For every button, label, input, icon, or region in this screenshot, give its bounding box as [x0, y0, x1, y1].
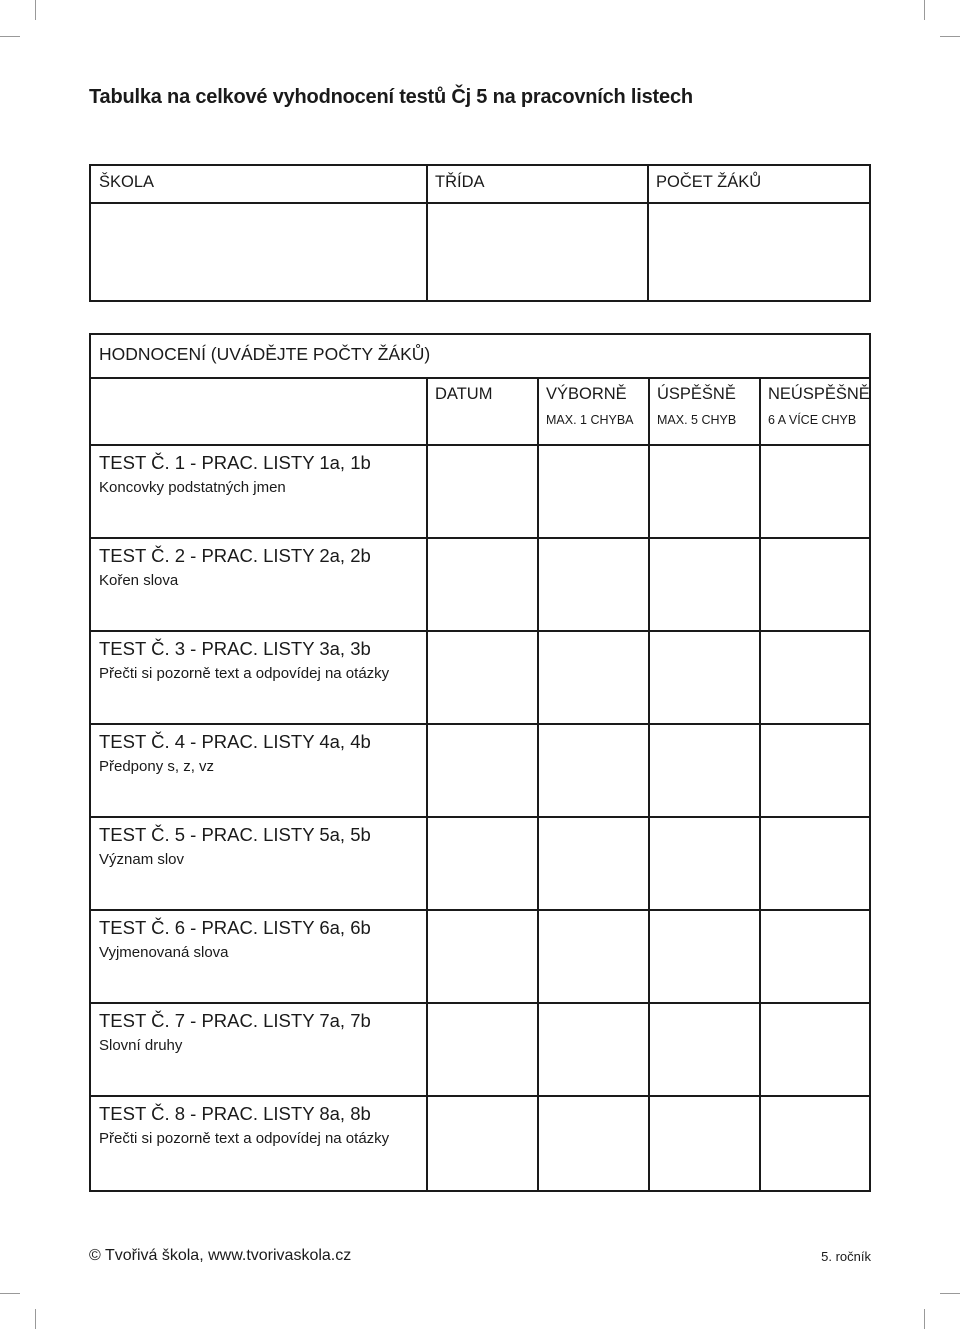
column-sub-unsuccessful: 6 A VÍCE CHYB [768, 413, 857, 427]
divider [647, 166, 649, 300]
crop-mark [0, 36, 20, 37]
column-header-unsuccessful: NEÚSPĚŠNĚ [768, 385, 870, 403]
crop-mark [924, 0, 925, 20]
column-sub-excellent: MAX. 1 CHYBA [546, 413, 634, 427]
test-name: TEST Č. 1 - PRAC. LISTY 1a, 1b [99, 452, 371, 473]
table-row [99, 731, 371, 775]
column-sub-successful: MAX. 5 CHYB [657, 413, 737, 427]
table-row [99, 1010, 371, 1054]
footer-grade: 5. ročník [821, 1249, 871, 1264]
test-topic: Slovní druhy [99, 1037, 183, 1054]
crop-mark [35, 0, 36, 20]
test-name: TEST Č. 3 - PRAC. LISTY 3a, 3b [99, 638, 371, 659]
footer-copyright: © Tvořivá škola, www.tvorivaskola.cz [89, 1247, 352, 1264]
row-divider [91, 1002, 869, 1004]
crop-mark [924, 1309, 925, 1329]
row-divider [91, 630, 869, 632]
crop-mark [0, 1293, 20, 1294]
school-label: ŠKOLA [99, 173, 155, 191]
test-topic: Kořen slova [99, 572, 179, 589]
table-row [99, 1103, 389, 1147]
evaluation-title-row [91, 335, 869, 379]
class-label: TŘÍDA [435, 173, 485, 191]
test-name: TEST Č. 6 - PRAC. LISTY 6a, 6b [99, 917, 371, 938]
test-name: TEST Č. 5 - PRAC. LISTY 5a, 5b [99, 824, 371, 845]
test-topic: Vyjmenovaná slova [99, 944, 229, 961]
divider [648, 377, 650, 1190]
column-header-excellent: VÝBORNĚ [546, 385, 627, 403]
table-row [99, 917, 371, 961]
test-name: TEST Č. 7 - PRAC. LISTY 7a, 7b [99, 1010, 371, 1031]
column-header-date: DATUM [435, 385, 493, 403]
row-divider [91, 909, 869, 911]
page-title: Tabulka na celkové vyhodnocení testů Čj 5 na pracovních listech [89, 86, 693, 108]
pupils-count-label: POČET ŽÁKŮ [656, 173, 762, 191]
evaluation-title: HODNOCENÍ (UVÁDĚJTE POČTY ŽÁKŮ) [99, 344, 431, 364]
row-divider [91, 537, 869, 539]
divider [426, 166, 428, 300]
divider [426, 377, 428, 1190]
evaluation-table [89, 333, 871, 1192]
row-divider [91, 444, 869, 446]
test-topic: Přečti si pozorně text a odpovídej na otázky [99, 1130, 390, 1147]
school-info-table [89, 164, 871, 302]
test-name: TEST Č. 4 - PRAC. LISTY 4a, 4b [99, 731, 371, 752]
divider [759, 377, 761, 1190]
column-header-successful: ÚSPĚŠNĚ [657, 385, 736, 403]
table-row [99, 638, 389, 682]
test-topic: Význam slov [99, 851, 185, 868]
divider [537, 377, 539, 1190]
test-topic: Koncovky podstatných jmen [99, 479, 286, 496]
row-divider [91, 816, 869, 818]
test-name: TEST Č. 2 - PRAC. LISTY 2a, 2b [99, 545, 371, 566]
row-divider [91, 723, 869, 725]
test-topic: Přečti si pozorně text a odpovídej na otázky [99, 665, 390, 682]
test-topic: Předpony s, z, vz [99, 758, 215, 775]
table-row [99, 452, 371, 496]
crop-mark [35, 1309, 36, 1329]
test-name: TEST Č. 8 - PRAC. LISTY 8a, 8b [99, 1103, 371, 1124]
crop-mark [940, 1293, 960, 1294]
table-row [99, 824, 371, 868]
crop-mark [940, 36, 960, 37]
row-divider [91, 1095, 869, 1097]
table-row [99, 545, 371, 589]
